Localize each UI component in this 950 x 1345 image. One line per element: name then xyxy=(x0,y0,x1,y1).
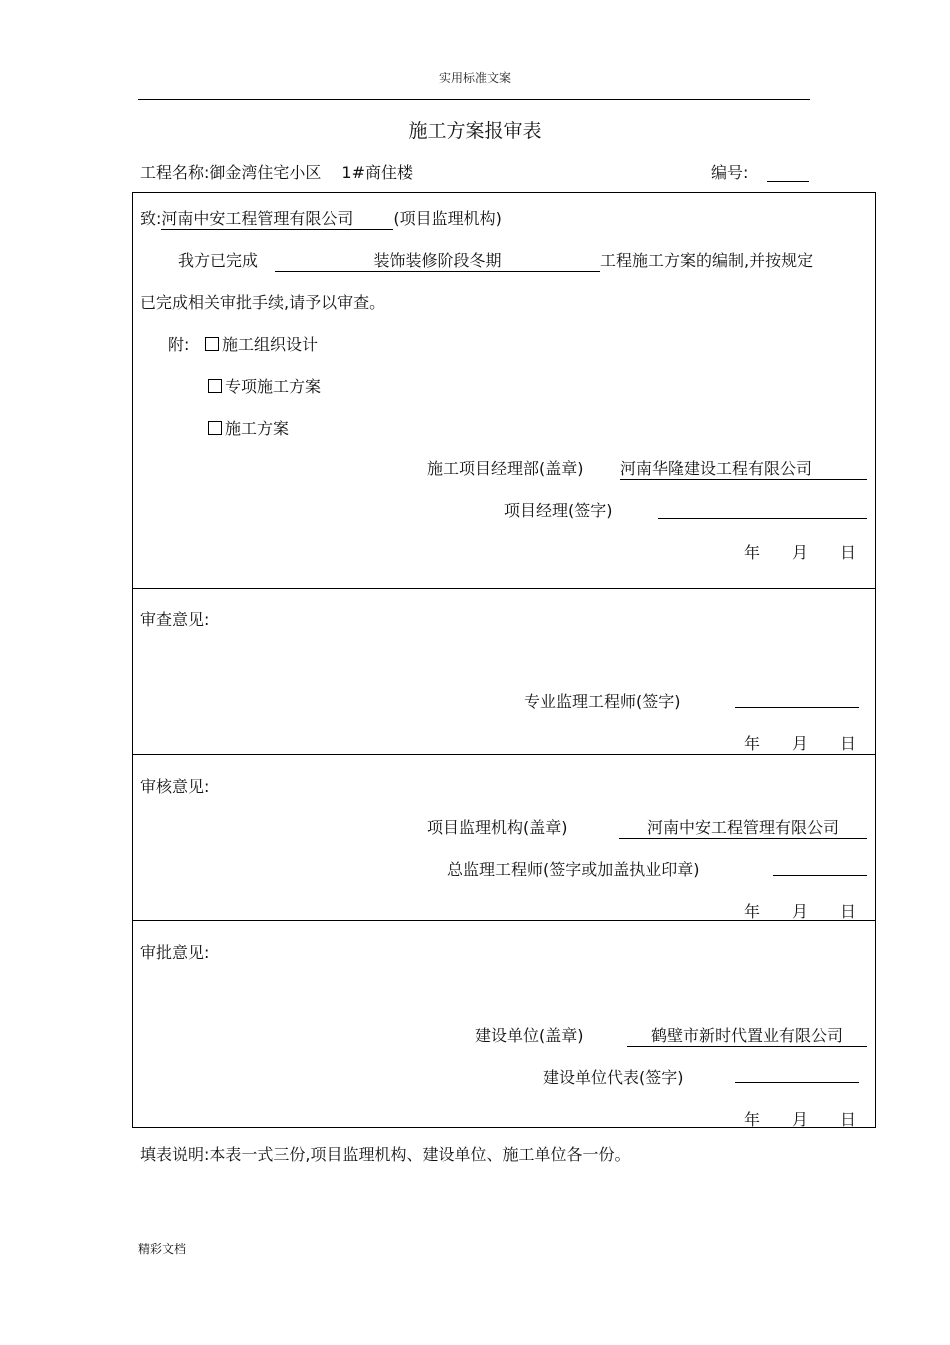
completed-work-field[interactable]: 装饰装修阶段冬期 xyxy=(275,248,600,272)
dept-label: 施工项目经理部(盖章) xyxy=(427,459,584,478)
review-label: 审查意见: xyxy=(140,610,210,629)
unit-rep-signature-field[interactable] xyxy=(735,1082,859,1083)
checkbox-icon[interactable] xyxy=(205,337,219,351)
day-label: 日 xyxy=(840,902,857,921)
project-name-value: 御金湾住宅小区 xyxy=(209,163,322,182)
completed-line2: 已完成相关审批手续,请予以审查。 xyxy=(140,293,386,312)
manager-label: 项目经理(签字) xyxy=(504,501,613,520)
engineer-sign-label: 专业监理工程师(签字) xyxy=(524,692,681,711)
section-divider-1 xyxy=(132,588,876,589)
to-label: 致: xyxy=(140,209,162,228)
chief-engineer-label: 总监理工程师(签字或加盖执业印章) xyxy=(447,860,700,879)
project-building: 1#商住楼 xyxy=(341,163,414,182)
date-row-2 xyxy=(744,731,856,754)
date-row-4 xyxy=(744,1107,856,1130)
number-label: 编号: xyxy=(711,163,749,182)
attachment-2[interactable] xyxy=(208,374,321,397)
page-footer: 精彩文档 xyxy=(138,1242,187,1256)
attachment-1-label: 施工组织设计 xyxy=(222,335,319,354)
attachment-2-label: 专项施工方案 xyxy=(225,377,322,396)
to-value: 河南中安工程管理有限公司 xyxy=(161,206,393,230)
date-row-1 xyxy=(744,540,856,563)
dept-value: 河南华隆建设工程有限公司 xyxy=(620,456,867,480)
month-label: 月 xyxy=(792,1110,809,1129)
checkbox-icon[interactable] xyxy=(208,379,222,393)
unit-label: 建设单位(盖章) xyxy=(475,1026,584,1045)
month-label: 月 xyxy=(792,902,809,921)
month-label: 月 xyxy=(792,734,809,753)
form-note: 填表说明:本表一式三份,项目监理机构、建设单位、施工单位各一份。 xyxy=(140,1145,631,1164)
audit-label: 审核意见: xyxy=(140,777,210,796)
day-label: 日 xyxy=(840,734,857,753)
completed-prefix: 我方已完成 xyxy=(178,251,259,270)
attachment-3-label: 施工方案 xyxy=(225,419,290,438)
year-label: 年 xyxy=(744,1110,761,1129)
section-divider-2 xyxy=(132,754,876,755)
month-label: 月 xyxy=(792,543,809,562)
year-label: 年 xyxy=(744,902,761,921)
form-title: 施工方案报审表 xyxy=(408,120,542,142)
chief-signature-field[interactable] xyxy=(773,875,867,876)
unit-rep-label: 建设单位代表(签字) xyxy=(543,1068,684,1087)
manager-signature-field[interactable] xyxy=(658,518,867,519)
year-label: 年 xyxy=(744,543,761,562)
org-value: 河南中安工程管理有限公司 xyxy=(619,815,867,839)
to-suffix: (项目监理机构) xyxy=(393,209,502,228)
header-rule xyxy=(138,99,810,100)
day-label: 日 xyxy=(840,1110,857,1129)
attachment-3[interactable] xyxy=(208,416,289,439)
to-row xyxy=(140,206,502,230)
date-row-3 xyxy=(744,899,856,922)
attach-label: 附: xyxy=(168,335,190,354)
checkbox-icon[interactable] xyxy=(208,421,222,435)
number-field[interactable] xyxy=(767,181,809,182)
unit-value: 鹤壁市新时代置业有限公司 xyxy=(627,1023,867,1047)
project-name-row xyxy=(140,160,413,183)
org-label: 项目监理机构(盖章) xyxy=(427,818,568,837)
page-header: 实用标准文案 xyxy=(438,71,511,85)
day-label: 日 xyxy=(840,543,857,562)
approval-label: 审批意见: xyxy=(140,943,210,962)
attachment-1[interactable] xyxy=(205,332,318,355)
project-name-label: 工程名称: xyxy=(140,163,210,182)
engineer-signature-field[interactable] xyxy=(735,707,859,708)
completed-suffix: 工程施工方案的编制,并按规定 xyxy=(600,251,814,270)
year-label: 年 xyxy=(744,734,761,753)
